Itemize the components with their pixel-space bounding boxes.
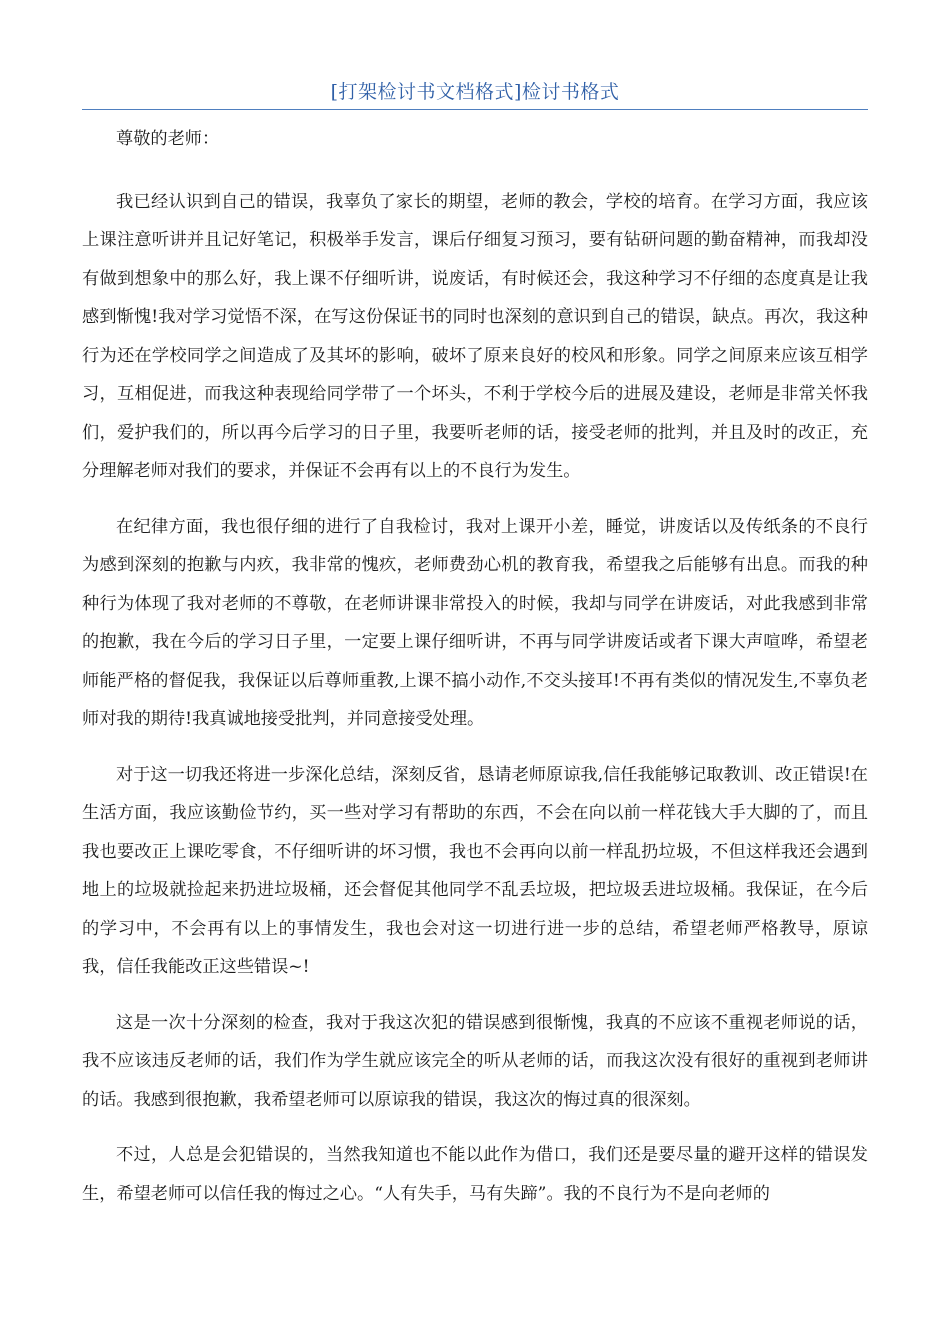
- paragraph-2: 在纪律方面，我也很仔细的进行了自我检讨，我对上课开小差，睡觉，讲废话以及传纸条的不良行为感到深刻的抱歉与内疚，我非常的愧疚，老师费劲心机的教育我，希望我之后能够有出息。而我的种种行为体现了我对老师的不尊敬，在老师讲课非常投入的时候，我却与同学在讲废话，对此我感到非常的抱歉，我在今后的学习日子里，一定要上课仔细听讲，不再与同学讲废话或者下课大声喧哗，希望老师能严格的督促我，我保证以后尊师重教,上课不搞小动作,不交头接耳!不再有类似的情况发生,不辜负老师对我的期待!我真诚地接受批判，并同意接受处理。: [82, 516, 868, 729]
- paragraph-spacer: [82, 987, 868, 1004]
- salutation: 尊敬的老师：: [116, 129, 220, 149]
- paragraph-5: 不过，人总是会犯错误的，当然我知道也不能以此作为借口，我们还是要尽量的避开这样的错误发生，希望老师可以信任我的悔过之心。“人有失手，马有失蹄”。我的不良行为不是向老师的: [82, 1145, 868, 1204]
- paragraph-3: 对于这一切我还将进一步深化总结，深刻反省，恳请老师原谅我,信任我能够记取教训、改正错误!在生活方面，我应该勤俭节约，买一些对学习有帮助的东西，不会在向以前一样花钱大手大脚的了，而且我也要改正上课吃零食，不仔细听讲的坏习惯，我也不会再向以前一样乱扔垃圾，不但这样我还会遇到地上的垃圾就捡起来扔进垃圾桶，还会督促其他同学不乱丢垃圾，把垃圾丢进垃圾桶。我保证，在今后的学习中，不会再有以上的事情发生，我也会对这一切进行进一步的总结，希望老师严格教导，原谅我，信任我能改正这些错误~!: [82, 764, 868, 977]
- paragraph-spacer: [82, 159, 868, 183]
- paragraph-spacer: [82, 491, 868, 508]
- paragraph-spacer: [82, 1119, 868, 1136]
- paragraph-4: 这是一次十分深刻的检查，我对于我这次犯的错误感到很惭愧，我真的不应该不重视老师说的话，我不应该违反老师的话，我们作为学生就应该完全的听从老师的话，而我这次没有很好的重视到老师讲的话。我感到很抱歉，我希望老师可以原谅我的错误，我这次的悔过真的很深刻。: [82, 1012, 868, 1110]
- paragraph-spacer: [82, 739, 868, 756]
- document-body: [82, 120, 868, 1213]
- paragraph-1: 我已经认识到自己的错误，我辜负了家长的期望，老师的教会，学校的培育。在学习方面，我应该上课注意听讲并且记好笔记，积极举手发言，课后仔细复习预习，要有钻研问题的勤奋精神，而我却没有做到想象中的那么好，我上课不仔细听讲，说废话，有时候还会，我这种学习不仔细的态度真是让我感到惭愧!我对学习觉悟不深，在写这份保证书的同时也深刻的意识到自己的错误，缺点。再次，我这种行为还在学校同学之间造成了及其坏的影响，破坏了原来良好的校风和形象。同学之间原来应该互相学习，互相促进，而我这种表现给同学带了一个坏头，不利于学校今后的进展及建设，老师是非常关怀我们，爱护我们的，所以再今后学习的日子里，我要听老师的话，接受老师的批判，并且及时的改正，充分理解老师对我们的要求，并保证不会再有以上的不良行为发生。: [82, 191, 868, 481]
- document-header: [82, 78, 868, 110]
- document-title: [打架检讨书文档格式]检讨书格式: [330, 81, 620, 103]
